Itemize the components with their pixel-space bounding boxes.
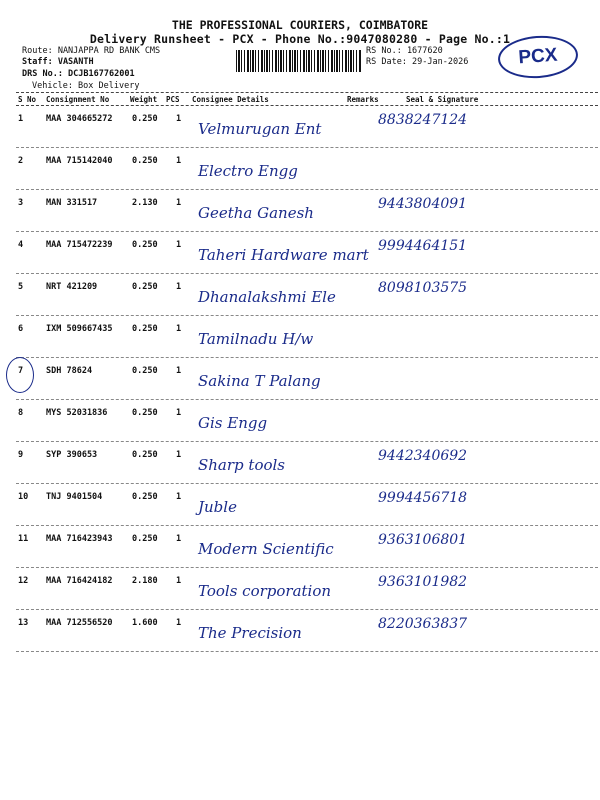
table-row: [0, 568, 600, 610]
col-weight: Weight: [130, 95, 158, 104]
table-row: [0, 274, 600, 316]
row-consignment: MYS 52031836: [46, 408, 108, 418]
row-consignee: Gis Engg: [198, 414, 268, 432]
row-weight: 0.250: [132, 114, 158, 124]
row-divider: [16, 651, 598, 652]
pcx-stamp: PCX: [497, 33, 580, 80]
col-remarks: Remarks: [347, 95, 379, 104]
rs-date: RS Date: 29-Jan-2026: [366, 57, 469, 67]
barcode: [236, 50, 362, 72]
row-consignment: MAA 715142040: [46, 156, 113, 166]
row-weight: 0.250: [132, 492, 158, 502]
row-signature: 9363106801: [378, 532, 468, 548]
col-consignee: Consignee Details: [192, 95, 269, 104]
table-row: [0, 526, 600, 568]
row-weight: 0.250: [132, 240, 158, 250]
row-sno: 13: [18, 618, 29, 628]
row-sno: 8: [18, 408, 24, 418]
table-row: [0, 484, 600, 526]
row-weight: 0.250: [132, 324, 158, 334]
row-consignee: Modern Scientific: [198, 540, 334, 558]
row-pcs: 1: [176, 156, 182, 166]
col-consignment: Consignment No: [46, 95, 110, 104]
row-pcs: 1: [176, 114, 182, 124]
col-sno: S No: [18, 95, 37, 104]
row-weight: 0.250: [132, 408, 158, 418]
row-consignee: The Precision: [198, 624, 302, 642]
row-pcs: 1: [176, 618, 182, 628]
table-row: [0, 190, 600, 232]
table-row: [0, 148, 600, 190]
row-sno: 2: [18, 156, 24, 166]
drs-number: DRS No.: DCJB167762001: [22, 69, 135, 79]
row-sno: 6: [18, 324, 24, 334]
row-sno: 4: [18, 240, 24, 250]
runsheet-subtitle: Delivery Runsheet - PCX - Phone No.:9047080280 - Page No.:1: [89, 32, 511, 46]
row-weight: 0.250: [132, 450, 158, 460]
row-consignment: MAN 331517: [46, 198, 98, 208]
row-signature: 9363101982: [378, 574, 468, 590]
row-pcs: 1: [176, 324, 182, 334]
row-pcs: 1: [176, 576, 182, 586]
header-top-rule: [16, 92, 598, 93]
row-weight: 0.250: [132, 534, 158, 544]
row-consignee: Juble: [198, 498, 237, 516]
row-pcs: 1: [176, 198, 182, 208]
row-pcs: 1: [176, 534, 182, 544]
row-sno: 10: [18, 492, 29, 502]
row-consignee: Sharp tools: [198, 456, 286, 474]
row-consignee: Geetha Ganesh: [198, 204, 314, 222]
staff: Staff: VASANTH: [22, 57, 94, 67]
row-signature: 8098103575: [378, 280, 468, 296]
row-weight: 0.250: [132, 366, 158, 376]
row-consignment: SDH 78624: [46, 366, 93, 376]
rs-number: RS No.: 1677620: [366, 46, 443, 56]
table-row: [0, 232, 600, 274]
table-row: [0, 400, 600, 442]
table-row: [0, 610, 600, 652]
row-sno: 7: [18, 366, 24, 376]
row-consignee: Tamilnadu H/w: [198, 330, 314, 348]
row-consignment: MAA 715472239: [46, 240, 113, 250]
row-signature: 9994456718: [378, 490, 468, 506]
row-consignee: Velmurugan Ent: [198, 120, 322, 138]
table-row: [0, 106, 600, 148]
row-pcs: 1: [176, 492, 182, 502]
company-title: THE PROFESSIONAL COURIERS, COIMBATORE: [171, 18, 429, 32]
row-weight: 0.250: [132, 282, 158, 292]
row-signature: 9442340692: [378, 448, 468, 464]
row-consignment: SYP 390653: [46, 450, 98, 460]
row-weight: 0.250: [132, 156, 158, 166]
table-row: [0, 316, 600, 358]
row-sno: 1: [18, 114, 24, 124]
vehicle: Vehicle: Box Delivery: [32, 81, 140, 91]
row-signature: 9994464151: [378, 238, 468, 254]
row-consignment: MAA 304665272: [46, 114, 113, 124]
row-sno: 5: [18, 282, 24, 292]
row-sno: 11: [18, 534, 29, 544]
row-sno: 9: [18, 450, 24, 460]
row-consignee: Tools corporation: [198, 582, 332, 600]
row-consignment: TNJ 9401504: [46, 492, 103, 502]
row-pcs: 1: [176, 240, 182, 250]
table-row: [0, 358, 600, 400]
row-weight: 2.180: [132, 576, 158, 586]
handwritten-circle-mark: [6, 357, 34, 393]
row-pcs: 1: [176, 450, 182, 460]
row-weight: 2.130: [132, 198, 158, 208]
row-sno: 3: [18, 198, 24, 208]
row-consignment: IXM 509667435: [46, 324, 113, 334]
row-consignment: MAA 712556520: [46, 618, 113, 628]
row-consignee: Sakina T Palang: [198, 372, 321, 390]
row-consignee: Dhanalakshmi Ele: [198, 288, 336, 306]
row-weight: 1.600: [132, 618, 158, 628]
row-sno: 12: [18, 576, 29, 586]
table-row: [0, 442, 600, 484]
row-pcs: 1: [176, 366, 182, 376]
row-consignment: NRT 421209: [46, 282, 98, 292]
row-pcs: 1: [176, 282, 182, 292]
row-consignee: Electro Engg: [198, 162, 298, 180]
row-consignee: Taheri Hardware mart: [198, 246, 369, 264]
row-signature: 9443804091: [378, 196, 468, 212]
col-pcs: PCS: [166, 95, 180, 104]
col-seal: Seal & Signature: [406, 95, 479, 104]
route: Route: NANJAPPA RD BANK CMS: [22, 46, 161, 56]
row-signature: 8838247124: [378, 112, 468, 128]
row-consignment: MAA 716423943: [46, 534, 113, 544]
row-signature: 8220363837: [378, 616, 468, 632]
row-pcs: 1: [176, 408, 182, 418]
row-consignment: MAA 716424182: [46, 576, 113, 586]
